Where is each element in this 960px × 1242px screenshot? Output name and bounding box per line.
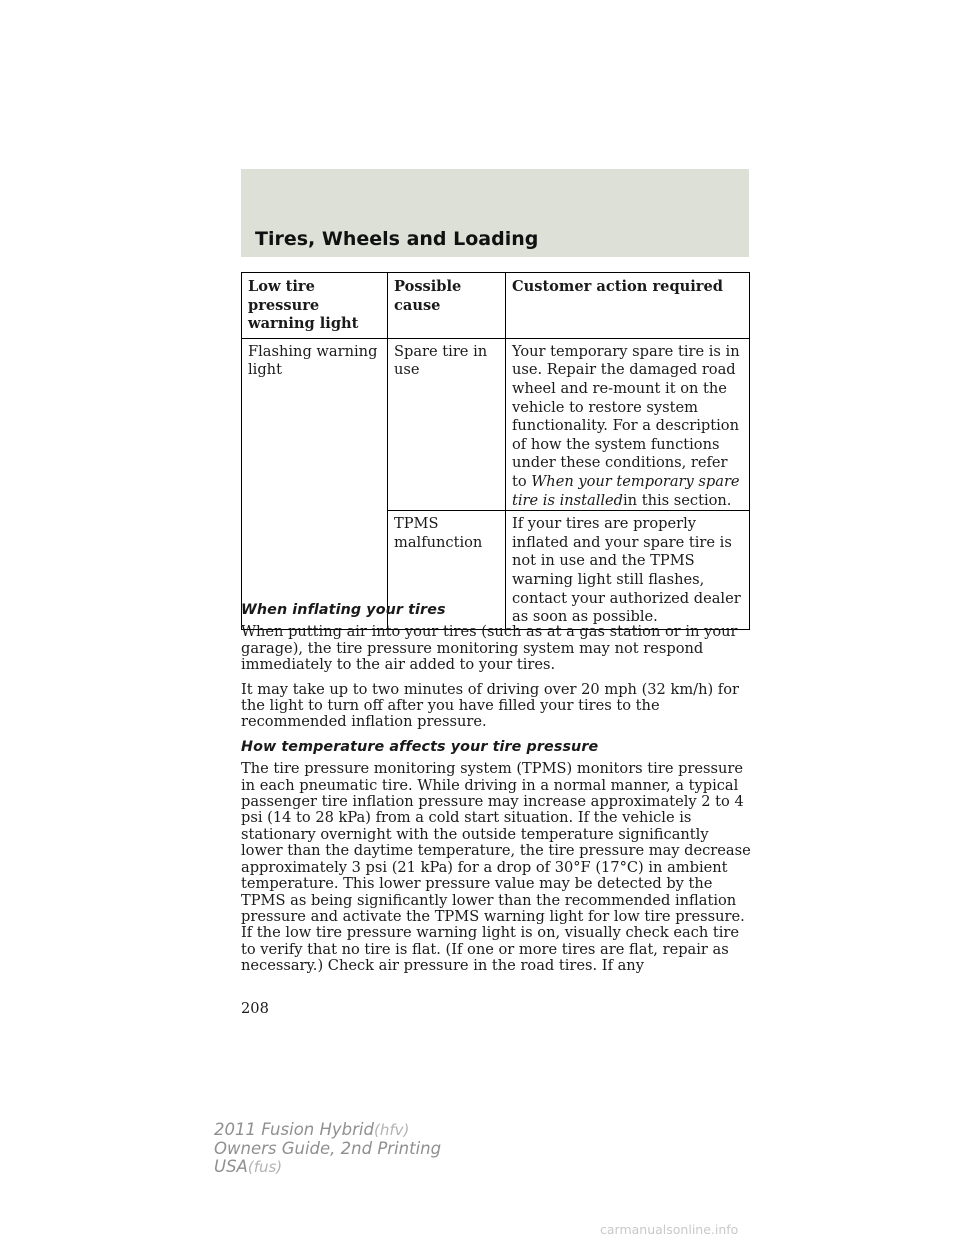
footer-line-2: Owners Guide, 2nd Printing [214, 1138, 442, 1158]
paragraph: The tire pressure monitoring system (TPMS) monitors tire pressure in each pneumatic tire. While driving in a normal manner, a typical passenger tire inflation pressure may increase approximately 2 to 4 psi (14 to 28 kPa) from a cold start situation. If the vehicle is stationary overnight with the outside temperature significantly lower than the daytime temperature, the tire pressure may decrease approximately 3 psi (21 kPa) for a drop of 30°F (17°C) in ambient temperature. This lower pressure value may be detected by the TPMS as being significantly lower than the recommended inflation pressure and activate the TPMS warning light for low tire pressure. If the low tire pressure warning light is on, visually check each tire to verify that no tire is flat. (If one or more tires are flat, repair as necessary.) Check air pressure in the road tires. If any [241, 760, 751, 975]
section-heading: When inflating your tires [241, 602, 446, 618]
cross-reference: When your temporary spare tire is installed [512, 472, 740, 509]
section-title: Tires, Wheels and Loading [255, 228, 539, 250]
watermark: carmanualsonline.info [600, 1222, 739, 1237]
table-header-row [242, 273, 750, 339]
paragraph: It may take up to two minutes of driving over 20 mph (32 km/h) for the light to turn off after you have filled your tires to the recommended inflation pressure. [241, 680, 739, 731]
footer-line-1: 2011 Fusion Hybrid(hfv) [214, 1120, 410, 1139]
body-text [241, 602, 753, 983]
section-heading: How temperature affects your tire pressure [241, 738, 599, 755]
footer [214, 1121, 441, 1177]
paragraph: When putting air into your tires (such as at a gas station or in your garage), the tire pressure monitoring system may not respond immediately to the air added to your tires. [241, 623, 738, 674]
table-row [242, 338, 750, 510]
cause-cell: Spare tire in use [388, 338, 506, 510]
cause-cell: TPMS malfunction [388, 511, 506, 630]
page-number: 208 [241, 1000, 269, 1017]
action-cell [506, 338, 750, 510]
header-possible-cause: Possible cause [388, 273, 506, 339]
tpms-warning-table [241, 272, 750, 630]
action-cell: If your tires are properly inflated and your spare tire is not in use and the TPMS warning light still flashes, contact your authorized dealer as soon as possible. [506, 511, 750, 630]
action-suffix: in this section. [623, 491, 732, 509]
action-text: Your temporary spare tire is in use. Repair the damaged road wheel and re-mount it on the vehicle to restore system functionality. For a description of how the system functions under these conditions, refer to [512, 342, 740, 490]
header-warning-light: Low tire pressure warning light [242, 273, 388, 339]
header-customer-action: Customer action required [506, 273, 750, 339]
footer-line-3: USA(fus) [214, 1157, 283, 1176]
warning-light-cell: Flashing warning light [242, 338, 388, 629]
